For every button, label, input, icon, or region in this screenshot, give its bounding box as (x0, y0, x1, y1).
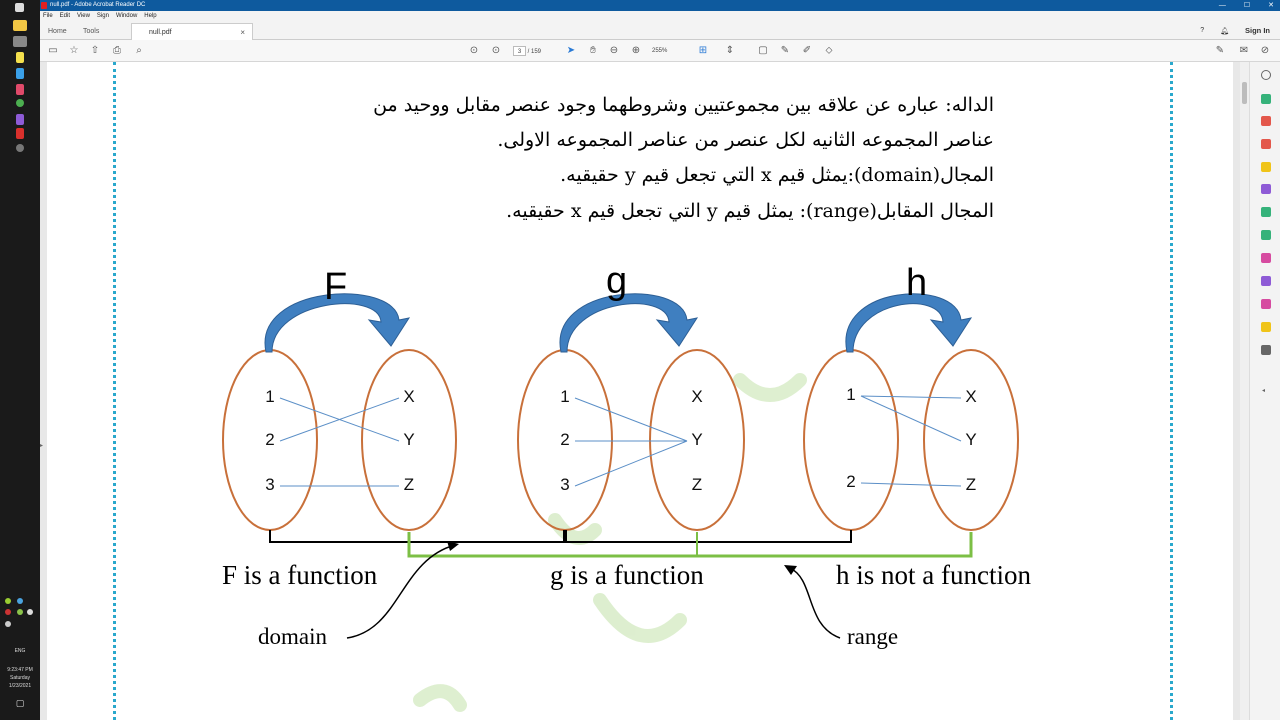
help-icon[interactable]: ? (1200, 27, 1205, 34)
more-tools-icon[interactable]: ⬦ (825, 45, 833, 56)
function-caption: g is a function (550, 560, 704, 590)
domain-element: 1 (265, 387, 275, 406)
range-element: Z (965, 475, 977, 494)
range-definition: المجال المقابل(range): يمثل قيم y التي تجعل قيم x حقيقيه. (506, 200, 994, 222)
domain-element: 2 (265, 430, 275, 449)
comment-icon[interactable]: ▢ (758, 45, 768, 56)
search-icon[interactable]: ⌕ (136, 45, 142, 56)
scroll-mode-icon[interactable]: ⇕ (725, 45, 735, 56)
range-callout-arrow (790, 568, 840, 638)
range-element: Y (691, 430, 703, 449)
definition-line-1: الداله: عباره عن علاقه بين مجموعتيين وشروطهما وجود عنصر مقابل ووحيد من (373, 94, 994, 116)
upload-icon[interactable]: ⇧ (90, 45, 100, 56)
domain-element: 1 (560, 387, 570, 406)
edit-sign-icon[interactable]: ✎ (1215, 45, 1225, 56)
range-callout-label: range (847, 624, 899, 649)
right-panel-collapse-icon[interactable]: ◂ (1262, 388, 1266, 394)
domain-set-ellipse (804, 350, 898, 530)
function-caption: h is not a function (836, 560, 1031, 590)
domain-definition: المجال(domain):يمثل قيم x التي تجعل قيم y حقيقيه. (560, 164, 994, 186)
range-element: Y (965, 430, 977, 449)
zoom-level-select[interactable]: 255% (652, 48, 668, 54)
range-callout-arrowhead (784, 565, 797, 575)
domain-element: 3 (265, 475, 275, 494)
taskbar-time[interactable]: 9:23:47 PM (7, 667, 33, 673)
menu-sign[interactable]: Sign (96, 13, 109, 19)
menu-help[interactable]: Help (144, 13, 157, 19)
menu-view[interactable]: View (77, 13, 90, 19)
domain-callout-arrow (347, 545, 455, 638)
page-down-icon[interactable]: ⊙ (491, 45, 501, 56)
fit-page-icon[interactable]: ⊞ (698, 45, 708, 56)
taskbar-day: Saturday (9, 675, 30, 681)
close-icon[interactable]: ✕ (1268, 2, 1274, 9)
notification-center-icon[interactable]: ▢ (15, 698, 25, 708)
page-up-icon[interactable]: ⊙ (469, 45, 479, 56)
language-indicator[interactable]: ENG (14, 648, 26, 654)
range-bracket (409, 532, 971, 556)
zoom-out-icon[interactable]: ⊖ (609, 45, 619, 56)
range-element: Y (403, 430, 415, 449)
taskbar-date: 1/23/2021 (8, 683, 32, 689)
range-element: X (403, 387, 415, 406)
mapping-line (861, 396, 961, 441)
mapping-arrow (560, 294, 697, 352)
hand-tool-icon[interactable]: ✋︎ (590, 45, 596, 56)
page-number-input[interactable]: 3 (513, 46, 526, 56)
left-panel-toggle-icon[interactable]: ▸ (40, 443, 44, 449)
function-name: F (324, 266, 348, 308)
range-element: Z (403, 475, 415, 494)
tab-close-icon[interactable]: × (240, 28, 245, 37)
domain-element: 3 (560, 475, 570, 494)
page-total: / 159 (527, 49, 542, 55)
maximize-icon[interactable]: ☐ (1243, 2, 1251, 9)
notifications-icon[interactable]: 🔔︎ (1220, 27, 1229, 35)
mapping-line (861, 396, 961, 398)
email-icon[interactable]: ✉ (1239, 45, 1249, 56)
domain-element: 1 (846, 385, 856, 404)
definition-line-2: عناصر المجموعه الثانيه لكل عنصر من عناصر المجموعه الاولى. (497, 129, 994, 151)
function-name: g (606, 260, 628, 302)
menu-edit[interactable]: Edit (59, 13, 71, 19)
sign-in-button[interactable]: Sign In (1245, 26, 1270, 35)
range-element: X (691, 387, 703, 406)
domain-callout-label: domain (258, 624, 327, 649)
mapping-line (861, 483, 961, 486)
share-link-icon[interactable]: ⊘ (1260, 45, 1270, 56)
print-icon[interactable]: ⎙ (113, 45, 121, 56)
zoom-in-icon[interactable]: ⊕ (631, 45, 641, 56)
function-name: h (906, 262, 928, 304)
range-element: X (965, 387, 977, 406)
window-title: null.pdf - Adobe Acrobat Reader DC (50, 2, 146, 8)
menu-file[interactable]: File (43, 13, 53, 19)
tab-document-label: null.pdf (149, 29, 172, 36)
highlight-pen-icon[interactable]: ✎ (780, 45, 790, 56)
bookmark-star-icon[interactable]: ☆ (69, 45, 79, 56)
mapping-line (575, 441, 687, 486)
draw-icon[interactable]: ✐ (802, 45, 812, 56)
domain-element: 2 (560, 430, 570, 449)
menu-window[interactable]: Window (115, 13, 138, 19)
minimize-icon[interactable]: — (1218, 2, 1226, 9)
range-element: Z (691, 475, 703, 494)
tab-home[interactable]: Home (48, 28, 67, 35)
function-caption: F is a function (222, 560, 378, 590)
domain-element: 2 (846, 472, 856, 491)
select-cursor-icon[interactable]: ➤ (566, 45, 576, 56)
tab-tools[interactable]: Tools (83, 28, 100, 35)
mapping-line (575, 398, 687, 441)
save-icon[interactable]: ▭ (48, 45, 58, 56)
